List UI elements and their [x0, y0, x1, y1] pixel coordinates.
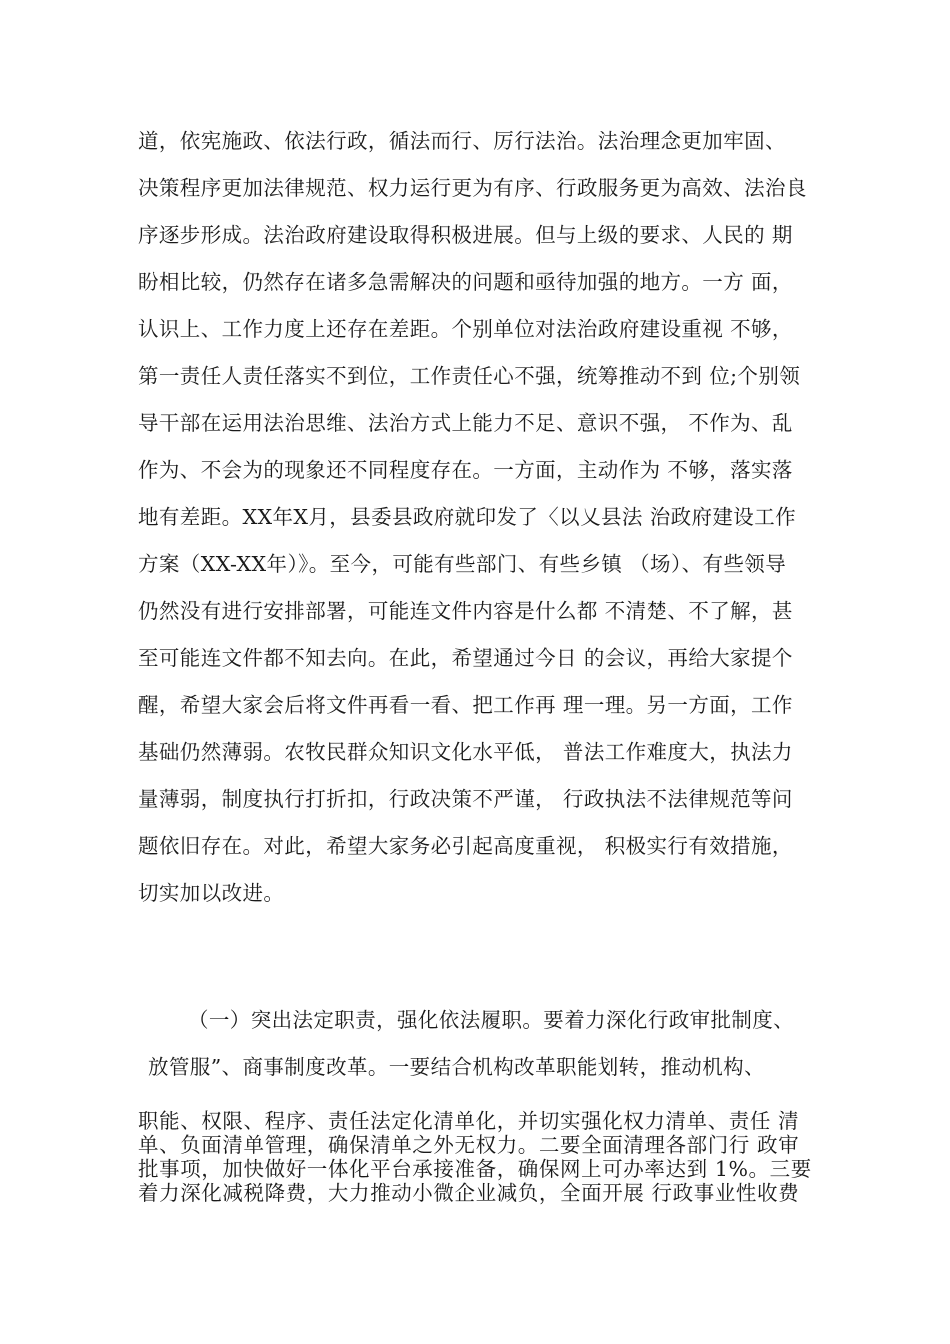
body-text-line: 基础仍然薄弱。农牧民群众知识文化水平低， 普法工作难度大，执法力 [138, 740, 793, 764]
body-text-line: 道，依宪施政、依法行政，循法而行、厉行法治。法治理念更加牢固、 [138, 129, 786, 153]
body-text-line: 放管服”、商事制度改革。一要结合机构改革职能划转，推动机构、 [148, 1055, 765, 1079]
body-text-line: 职能、权限、程序、责任法定化清单化，并切实强化权力清单、责任 清 [138, 1109, 800, 1133]
body-text-line: 序逐步形成。法治政府建设取得积极进展。但与上级的要求、人民的 期 [138, 223, 793, 247]
body-text-line: 着力深化减税降费，大力推动小微企业减负，全面开展 行政事业性收费 [138, 1181, 800, 1205]
body-text-line: 切实加以改进。 [138, 881, 285, 905]
body-text-line: 醒，希望大家会后将文件再看一看、把工作再 理一理。另一方面，工作 [138, 693, 793, 717]
body-text-line: 批事项，加快做好一体化平台承接准备，确保网上可办率达到 1%。三要 [138, 1157, 812, 1181]
body-text-line: 单、负面清单管理，确保清单之外无权力。二要全面清理各部门行 政审 [138, 1133, 800, 1157]
body-text-line: 至可能连文件都不知去向。在此，希望通过今日 的会议，再给大家提个 [138, 646, 793, 670]
body-text-line: 认识上、工作力度上还存在差距。个别单位对法治政府建设重视 不够， [138, 317, 793, 341]
body-text-line: 量薄弱，制度执行打折扣，行政决策不严谨， 行政执法不法律规范等问 [138, 787, 793, 811]
section-heading-line: （一）突出法定职责，强化依法履职。要着力深化行政审批制度、 [188, 1008, 795, 1032]
body-text-line: 地有差距。XX年X月，县委县政府就印发了〈以乂县法 治政府建设工作 [138, 505, 796, 529]
body-text-line: 题依旧存在。对此，希望大家务必引起高度重视， 积极实行有效措施， [138, 834, 793, 858]
body-text-line: 导干部在运用法治思维、法治方式上能力不足、意识不强， 不作为、乱 [138, 411, 793, 435]
body-text-line: 盼相比较，仍然存在诸多急需解决的问题和亟待加强的地方。一方 面， [138, 270, 793, 294]
body-text-line: 决策程序更加法律规范、权力运行更为有序、行政服务更为高效、法治良 [138, 176, 807, 200]
body-text-line: 第一责任人责任落实不到位，工作责任心不强，统筹推动不到 位;个别领 [138, 364, 801, 388]
body-text-line: 方案（XX-XX年）》。至今，可能有些部门、有些乡镇 （场）、有些领导 [138, 552, 787, 576]
body-text-line: 作为、不会为的现象还不同程度存在。一方面，主动作为 不够，落实落 [138, 458, 793, 482]
body-text-line: 仍然没有进行安排部署，可能连文件内容是什么都 不清楚、不了解，甚 [138, 599, 793, 623]
